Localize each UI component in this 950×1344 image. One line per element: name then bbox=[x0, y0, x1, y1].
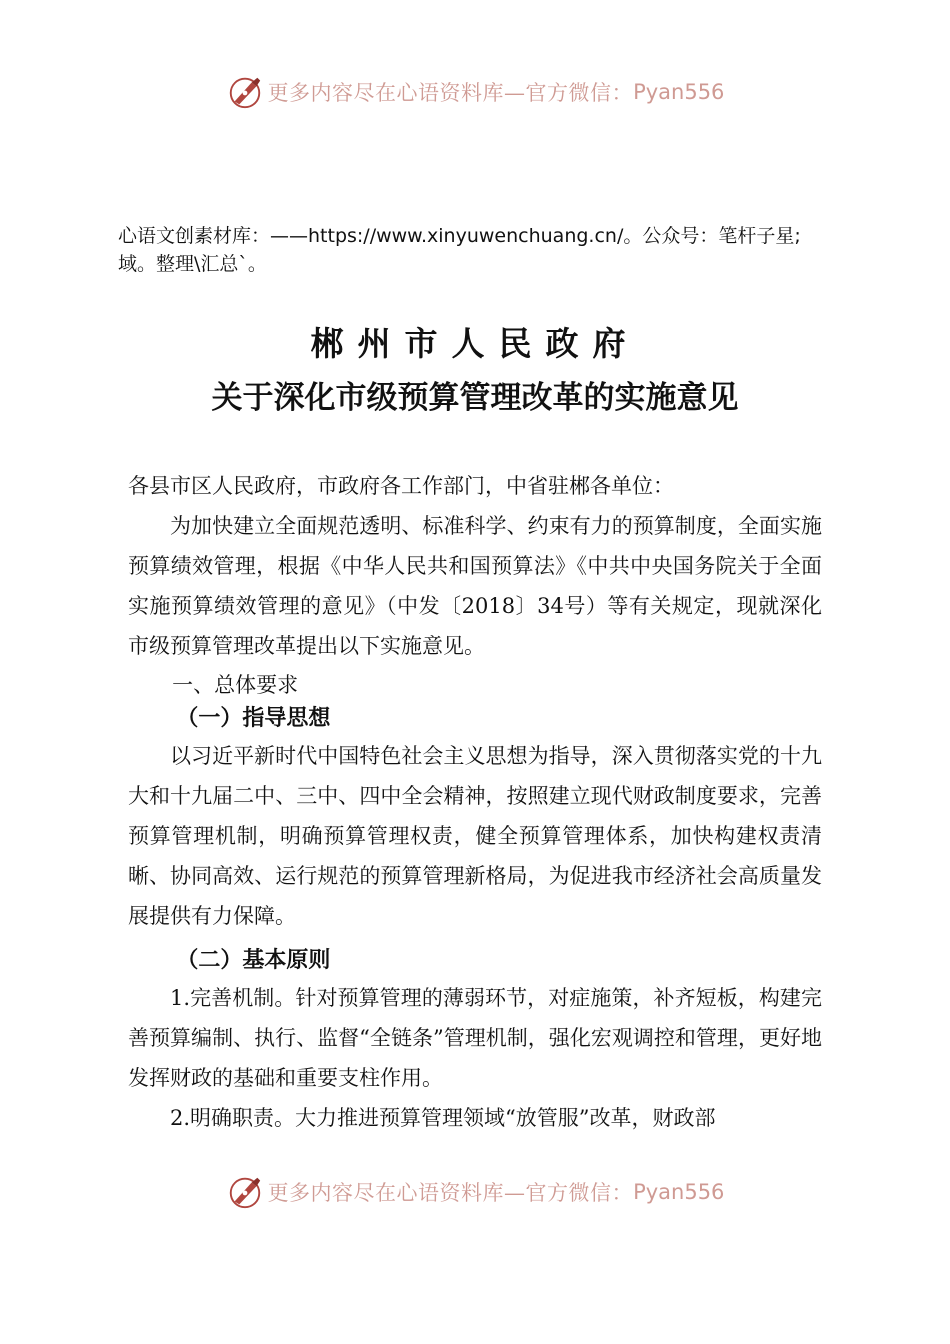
header-watermark-banner bbox=[0, 72, 950, 112]
subsection-heading-2: （二）基本原则 bbox=[176, 948, 331, 973]
banner-wechat-id: Pyan556 bbox=[633, 80, 725, 104]
banner-wechat-id: Pyan556 bbox=[633, 1180, 725, 1204]
pen-nib-logo-icon bbox=[226, 73, 264, 111]
source-note: 心语文创素材库：——https://www.xinyuwenchuang.cn/。公众号：笔杆子星;域。整理\汇总`。 bbox=[118, 225, 801, 275]
subsection-heading-1: （一）指导思想 bbox=[176, 706, 331, 731]
section-heading-1: 一、总体要求 bbox=[172, 673, 299, 697]
banner-text: 更多内容尽在心语资料库—官方微信： bbox=[267, 81, 634, 105]
guiding-thought-paragraph: 以习近平新时代中国特色社会主义思想为指导，深入贯彻落实党的十九大和十九届二中、三中、四中全会精神，按照建立现代财政制度要求，完善预算管理机制，明确预算管理权责，健全预算管理体系，加快构建权责清晰、协同高效、运行规范的预算管理新格局，为促进我市经济社会高质量发展提供有力保障。 bbox=[128, 744, 822, 928]
addressee: 各县市区人民政府，市政府各工作部门，中省驻郴各单位： bbox=[128, 474, 674, 498]
footer-watermark-banner bbox=[0, 1172, 950, 1212]
document-title-subject: 关于深化市级预算管理改革的实施意见 bbox=[211, 380, 739, 416]
document-title-issuer: 郴州市人民政府 bbox=[310, 324, 640, 363]
intro-paragraph: 为加快建立全面规范透明、标准科学、约束有力的预算制度，全面实施预算绩效管理，根据《中华人民共和国预算法》《中共中央国务院关于全面实施预算绩效管理的意见》（中发〔2018〕34号）等有关规定，现就深化市级预算管理改革提出以下实施意见。 bbox=[128, 514, 822, 658]
banner-text: 更多内容尽在心语资料库—官方微信： bbox=[267, 1181, 634, 1205]
pen-nib-logo-icon bbox=[226, 1173, 264, 1211]
principle-item-2: 2.明确职责。大力推进预算管理领域“放管服”改革，财政部 bbox=[170, 1106, 716, 1130]
principle-item-1: 1.完善机制。针对预算管理的薄弱环节，对症施策，补齐短板，构建完善预算编制、执行、监督“全链条”管理机制，强化宏观调控和管理，更好地发挥财政的基础和重要支柱作用。 bbox=[128, 986, 822, 1090]
document-body bbox=[128, 466, 822, 1138]
